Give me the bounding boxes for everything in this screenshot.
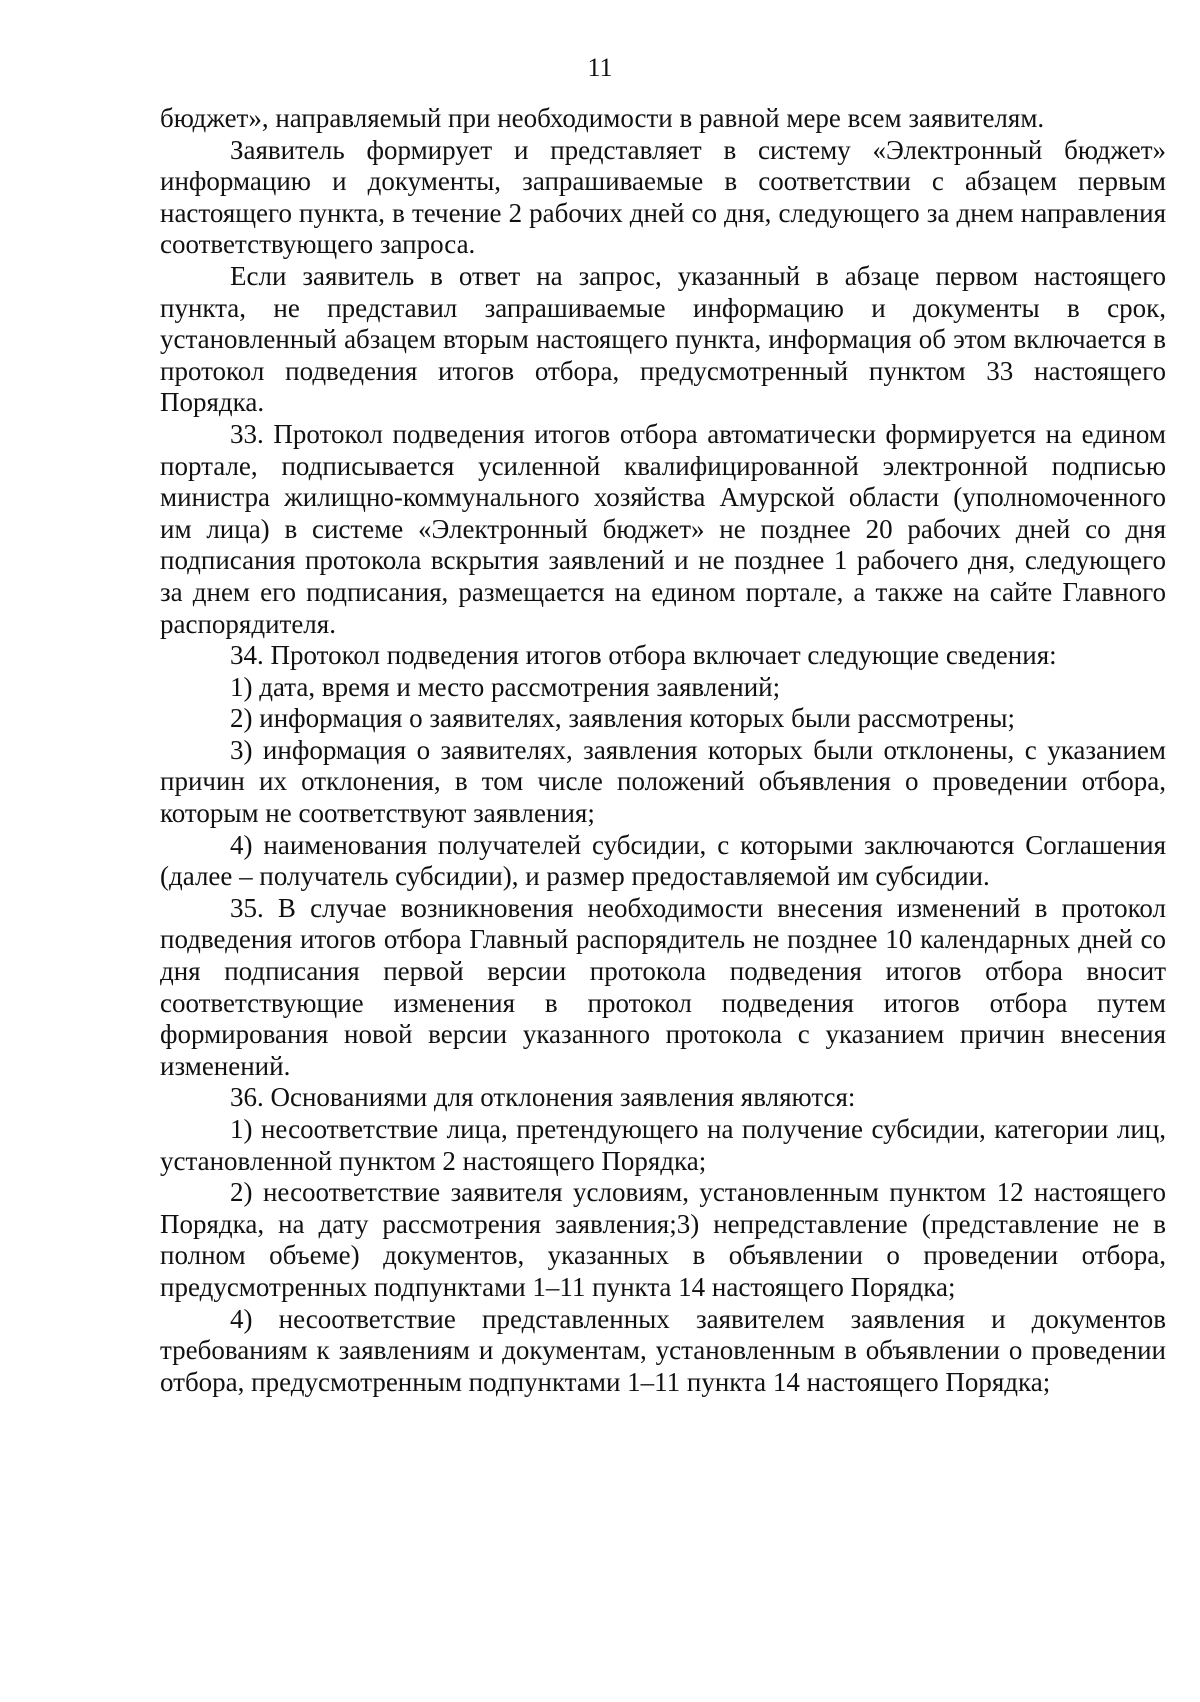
page-number: 11 <box>587 53 613 82</box>
document-body <box>160 103 1166 1398</box>
paragraph: Заявитель формирует и представляет в систему «Электронный бюджет» информацию и документы, запрашиваемые в соответствии с абзацем первым настоящего пункта, в течение 2 рабочих дней со дня, следующего за днем направления соответствующего запроса. <box>160 134 1166 260</box>
paragraph: бюджет», направляемый при необходимости в равной мере всем заявителям. <box>160 103 1045 133</box>
list-item: 2) несоответствие заявителя условиям, установленным пунктом 12 настоящего Порядка, на дату рассмотрения заявления;3) непредставление (представление не в полном объеме) документов, указанных в объявлении о проведении отбора, предусмотренных подпунктами 1–11 пункта 14 настоящего Порядка; <box>160 1177 1166 1302</box>
list-item: 1) несоответствие лица, претендующего на получение субсидии, категории лиц, установленной пунктом 2 настоящего Порядка; <box>160 1114 1166 1176</box>
list-item: 4) несоответствие представленных заявителем заявления и документов требованиям к заявлениям и документам, установленным в объявлении о проведении отбора, предусмотренным подпунктами 1–11 пункта 14 настоящего Порядка; <box>160 1303 1166 1397</box>
list-item: 1) дата, время и место рассмотрения заявлений; <box>230 671 781 702</box>
paragraph: 33. Протокол подведения итогов отбора автоматически формируется на едином портале, подписывается усиленной квалифицированной электронной подписью министра жилищно-коммунального хозяйства Амурской области (уполномоченного им лица) в системе «Электронный бюджет» не позднее 20 рабочих дней со дня подписания протокола вскрытия заявлений и не позднее 1 рабочего дня, следующего за днем его подписания, размещается на едином портале, а также на сайте Главного распорядителя. <box>160 418 1166 639</box>
paragraph: 34. Протокол подведения итогов отбора включает следующие сведения: <box>230 640 1057 671</box>
list-item: 3) информация о заявителях, заявления которых были отклонены, с указанием причин их отклонения, в том числе положений объявления о проведении отбора, которым не соответствуют заявления; <box>160 734 1166 829</box>
paragraph: Если заявитель в ответ на запрос, указанный в абзаце первом настоящего пункта, не представил запрашиваемые информацию и документы в срок, установленный абзацем вторым настоящего пункта, информация об этом включается в протокол подведения итогов отбора, предусмотренный пунктом 33 настоящего Порядка. <box>160 260 1166 418</box>
list-item: 4) наименования получателей субсидии, с которыми заключаются Соглашения (далее – получатель субсидии), и размер предоставляемой им субсидии. <box>160 829 1166 892</box>
list-item: 2) информация о заявителях, заявления которых были рассмотрены; <box>230 703 1016 734</box>
paragraph: 35. В случае возникновения необходимости внесения изменений в протокол подведения итогов отбора Главный распорядитель не позднее 10 календарных дней со дня подписания первой версии протокола подведения итогов отбора вносит соответствующие изменения в протокол подведения итогов отбора путем формирования новой версии указанного протокола с указанием причин внесения изменений. <box>160 892 1166 1081</box>
paragraph: 36. Основаниями для отклонения заявления являются: <box>230 1082 856 1113</box>
